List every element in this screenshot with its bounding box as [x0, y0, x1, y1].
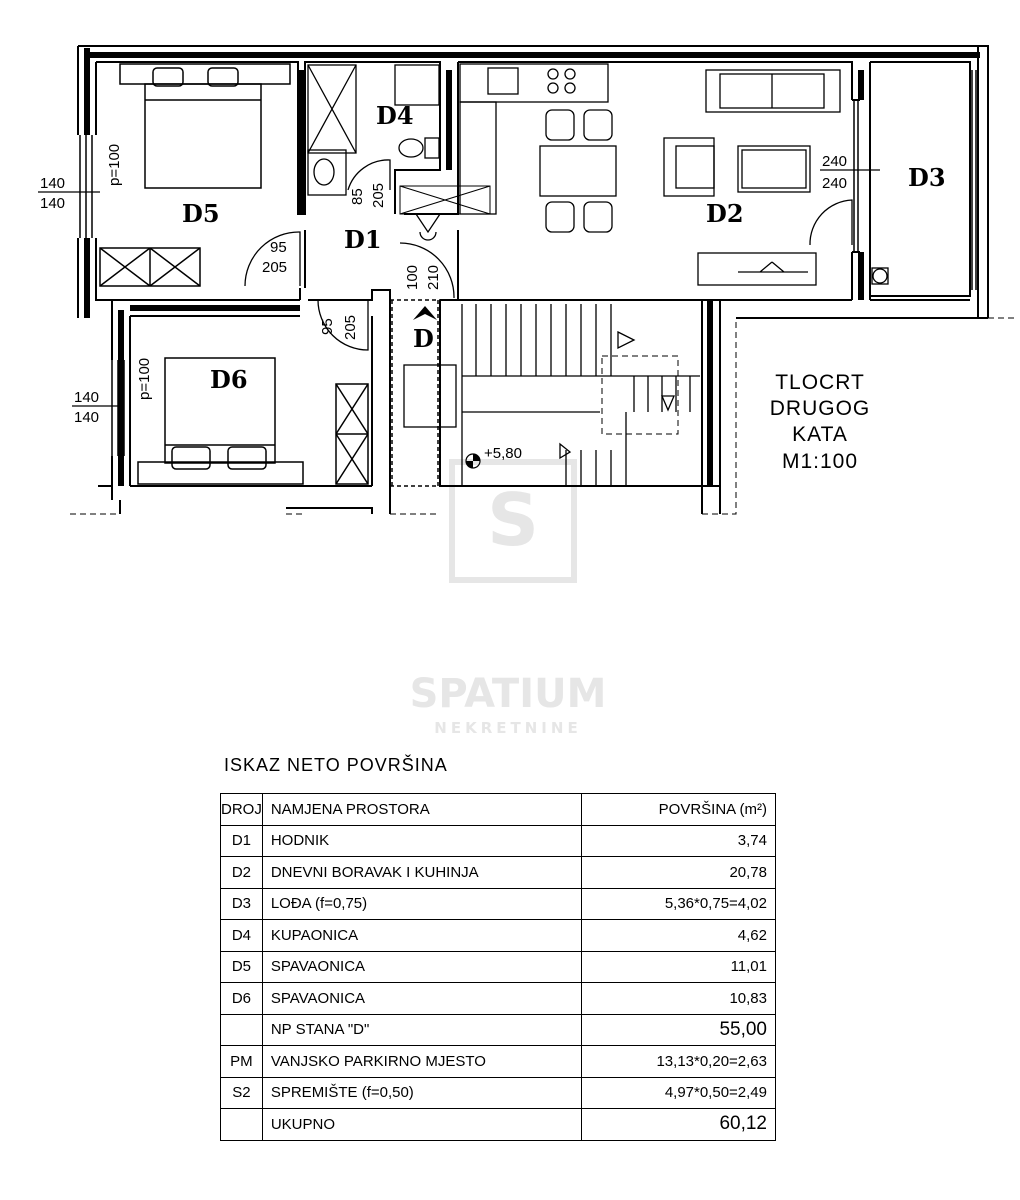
room-label-d4: D4: [376, 101, 414, 130]
level-marker-icon: [466, 454, 480, 468]
dim-window-d6-sill: p=100: [136, 357, 153, 400]
row-area: 60,12: [581, 1109, 775, 1141]
row-purpose: SPAVAONICA: [262, 983, 581, 1015]
wall-fills: [84, 48, 980, 486]
kitchen-furniture: [460, 64, 840, 285]
bed-d5: [100, 64, 290, 286]
row-purpose: UKUPNO: [262, 1109, 581, 1141]
row-area: 4,62: [581, 920, 775, 952]
dim-door-d6-w: 95: [319, 318, 336, 335]
row-code: D1: [221, 825, 263, 857]
table-row: [221, 1077, 776, 1109]
dim-window-d5-top: 140: [40, 175, 66, 192]
row-code: D4: [221, 920, 263, 952]
row-purpose: VANJSKO PARKIRNO MJESTO: [262, 1046, 581, 1078]
watermark-name: SPATIUM: [409, 671, 607, 717]
watermark-sub: NEKRETNINE: [434, 719, 582, 737]
caption-line-1: TLOCRT: [775, 371, 865, 394]
table-row: [221, 951, 776, 983]
row-area: 10,83: [581, 983, 775, 1015]
row-code: S2: [221, 1077, 263, 1109]
row-area: 3,74: [581, 825, 775, 857]
bed-d6: [138, 358, 368, 484]
row-purpose: HODNIK: [262, 825, 581, 857]
walls: [78, 46, 988, 514]
table-row-total: [221, 1109, 776, 1141]
row-purpose: NP STANA "D": [262, 1014, 581, 1046]
row-area: 5,36*0,75=4,02: [581, 888, 775, 920]
row-area: 20,78: [581, 857, 775, 889]
dim-door-d5-h: 205: [262, 259, 288, 276]
room-label-d3: D3: [908, 163, 946, 192]
table-row: [221, 857, 776, 889]
row-purpose: SPREMIŠTE (f=0,50): [262, 1077, 581, 1109]
row-purpose: KUPAONICA: [262, 920, 581, 952]
table-row-subtotal: [221, 1014, 776, 1046]
room-label-d5: D5: [182, 199, 220, 228]
dim-window-d5-bottom: 140: [40, 195, 66, 212]
row-purpose: LOĐA (f=0,75): [262, 888, 581, 920]
dim-loggia-top: 240: [822, 153, 848, 170]
row-code: D5: [221, 951, 263, 983]
entrance-arrow-icon: [413, 306, 437, 320]
room-label-d2: D2: [706, 199, 744, 228]
row-area: 13,13*0,20=2,63: [581, 1046, 775, 1078]
caption-line-4: M1:100: [781, 450, 859, 473]
dim-window-d6-bottom: 140: [74, 409, 100, 426]
watermark-logo: [410, 462, 607, 737]
row-area: 4,97*0,50=2,49: [581, 1077, 775, 1109]
entrance-label: D: [413, 324, 434, 353]
room-label-d6: D6: [210, 365, 248, 394]
dim-loggia-bottom: 240: [822, 175, 848, 192]
bathroom-fixtures: [308, 65, 439, 195]
row-code: D6: [221, 983, 263, 1015]
row-purpose: SPAVAONICA: [262, 951, 581, 983]
table-row: [221, 888, 776, 920]
row-area: 55,00: [581, 1014, 775, 1046]
caption-line-2: DRUGOG: [769, 397, 871, 420]
table-row: [221, 825, 776, 857]
dim-door-entry-h: 210: [425, 264, 442, 290]
table-row: [221, 983, 776, 1015]
table-header-row: [221, 794, 776, 826]
row-purpose: DNEVNI BORAVAK I KUHINJA: [262, 857, 581, 889]
level-value: +5,80: [484, 445, 522, 462]
dim-door-d4-h: 205: [370, 182, 387, 208]
row-area: 11,01: [581, 951, 775, 983]
header-area: POVRŠINA (m²): [581, 794, 775, 826]
table-row: [221, 920, 776, 952]
dim-door-d5-w: 95: [270, 239, 287, 256]
dim-door-d4-w: 85: [349, 188, 366, 205]
header-purpose: NAMJENA PROSTORA: [262, 794, 581, 826]
room-label-d1: D1: [344, 225, 382, 254]
table-title: ISKAZ NETO POVRŠINA: [224, 755, 448, 775]
row-code: [221, 1109, 263, 1141]
table-row: [221, 1046, 776, 1078]
area-table: [220, 793, 776, 1141]
row-code: D2: [221, 857, 263, 889]
row-code: PM: [221, 1046, 263, 1078]
dim-door-d6-h: 205: [342, 314, 359, 340]
watermark-letter: S: [487, 478, 539, 562]
caption-line-3: KATA: [792, 423, 848, 446]
header-code: DROJ: [221, 794, 263, 826]
dim-window-d6-top: 140: [74, 389, 100, 406]
dim-door-entry-w: 100: [404, 264, 421, 290]
row-code: [221, 1014, 263, 1046]
row-code: D3: [221, 888, 263, 920]
dim-window-d5-sill: p=100: [106, 143, 123, 186]
